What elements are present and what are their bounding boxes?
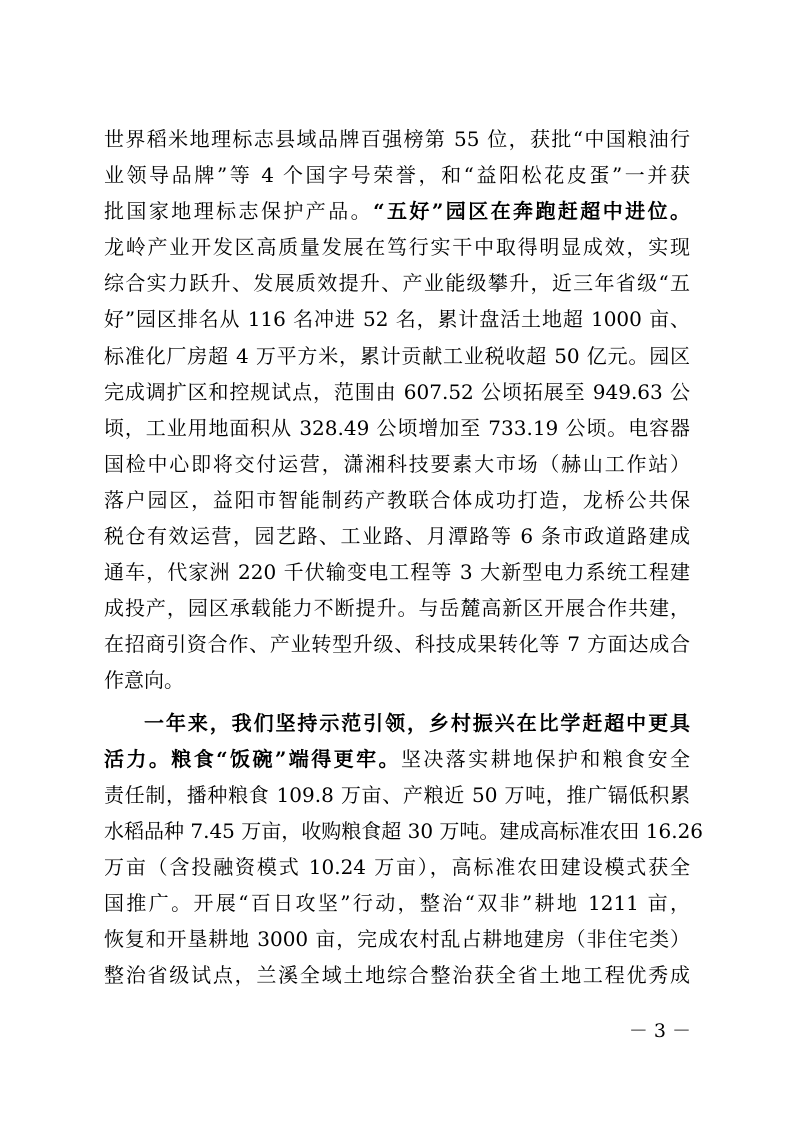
text-line xyxy=(104,265,690,301)
text-line xyxy=(104,374,690,410)
text-segment: 业领导品牌”等 4 个国字号荣誉，和“益阳松花皮蛋”一并获 xyxy=(104,163,690,188)
text-line xyxy=(104,518,690,554)
text-line xyxy=(104,446,690,482)
text-segment: 好”园区排名从 116 名冲进 52 名，累计盘活土地超 1000 亩、 xyxy=(104,307,690,332)
text-line xyxy=(104,777,690,813)
text-segment: 龙岭产业开发区高质量发展在笃行实干中取得明显成效，实现 xyxy=(104,235,690,260)
text-segment: 标准化厂房超 4 万平方米，累计贡献工业税收超 50 亿元。园区 xyxy=(104,343,690,368)
text-line xyxy=(104,482,690,518)
body-text xyxy=(104,121,704,993)
bold-text-segment: “五好”园区在奔跑赶超中进位。 xyxy=(373,199,691,224)
page-number: － 3 － xyxy=(628,1020,691,1042)
text-segment: 综合实力跃升、发展质效提升、产业能级攀升，近三年省级“五 xyxy=(104,271,690,296)
text-segment: 成投产，园区承载能力不断提升。与岳麓高新区开展合作共建， xyxy=(104,596,690,621)
bold-text-segment: 活力。粮食“饭碗”端得更牢。 xyxy=(104,746,401,771)
text-segment: 落户园区，益阳市智能制药产教联合体成功打造，龙桥公共保 xyxy=(104,487,690,512)
text-line xyxy=(104,813,704,849)
text-segment: 恢复和开垦耕地 3000 亩，完成农村乱占耕地建房（非住宅类） xyxy=(104,927,690,952)
text-line xyxy=(104,885,690,921)
text-segment: 批国家地理标志保护产品。 xyxy=(104,199,374,224)
text-line xyxy=(104,301,690,337)
text-line xyxy=(104,662,690,698)
text-line xyxy=(104,705,690,741)
text-line xyxy=(104,626,690,662)
text-segment: 万亩（含投融资模式 10.24 万亩），高标准农田建设模式获全 xyxy=(104,854,690,879)
text-segment: 在招商引资合作、产业转型升级、科技成果转化等 7 方面达成合 xyxy=(104,632,690,657)
text-line xyxy=(104,338,690,374)
text-line xyxy=(104,957,690,993)
text-line xyxy=(104,229,690,265)
text-segment: 坚决落实耕地保护和粮食安全 xyxy=(400,746,691,771)
text-line xyxy=(104,921,690,957)
text-segment: 作意向。 xyxy=(104,668,184,693)
text-segment: 完成调扩区和控规试点，范围由 607.52 公顷拓展至 949.63 公 xyxy=(104,379,690,404)
text-segment: 世界稻米地理标志县域品牌百强榜第 55 位，获批“中国粮油行 xyxy=(104,127,690,151)
text-segment: 税仓有效运营，园艺路、工业路、月潭路等 6 条市政道路建成 xyxy=(104,524,690,549)
text-line xyxy=(104,193,690,229)
text-line xyxy=(104,554,690,590)
bold-text-segment: 一年来，我们坚持示范引领，乡村振兴在比学赶超中更具 xyxy=(144,710,690,735)
text-segment: 水稻品种 7.45 万亩，收购粮食超 30 万吨。建成高标准农田 16.26 xyxy=(104,818,704,843)
text-line xyxy=(104,121,690,157)
text-line xyxy=(104,157,690,193)
text-line xyxy=(104,849,690,885)
text-segment: 国检中心即将交付运营，潇湘科技要素大市场（赫山工作站） xyxy=(104,451,690,476)
text-segment: 国推广。开展“百日攻坚”行动，整治“双非”耕地 1211 亩， xyxy=(104,890,690,915)
text-line xyxy=(104,410,690,446)
text-segment: 责任制，播种粮食 109.8 万亩、产粮近 50 万吨，推广镉低积累 xyxy=(104,782,690,807)
text-line xyxy=(104,741,690,777)
text-segment: 顷，工业用地面积从 328.49 公顷增加至 733.19 公顷。电容器 xyxy=(104,415,690,440)
text-segment: 整治省级试点，兰溪全域土地综合整治获全省土地工程优秀成 xyxy=(104,963,690,988)
text-segment: 通车，代家洲 220 千伏输变电工程等 3 大新型电力系统工程建 xyxy=(104,560,690,585)
text-line xyxy=(104,590,690,626)
